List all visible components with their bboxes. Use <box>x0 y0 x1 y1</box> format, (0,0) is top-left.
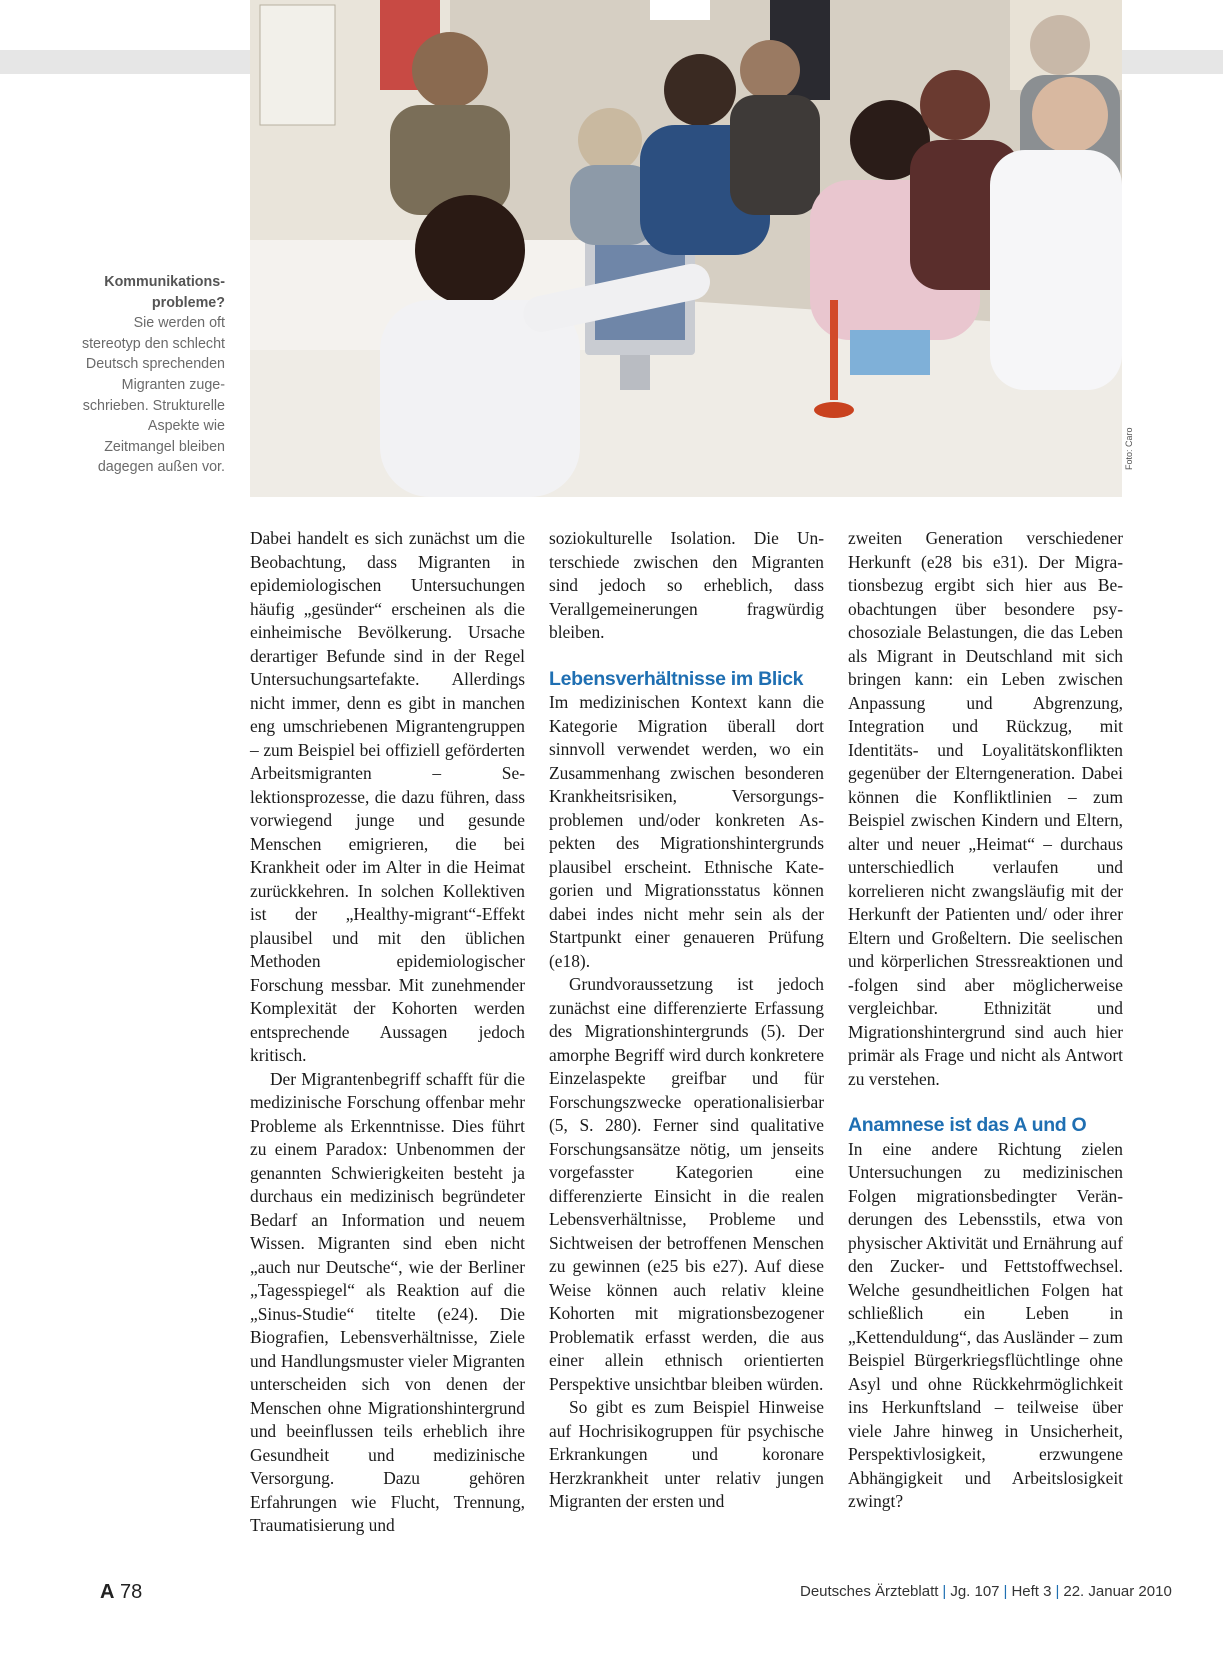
paragraph: Dabei handelt es sich zunächst um die Beobachtung, dass Migranten in epidemiologischen Untersuchungen häufig „gesünder“ erscheinen als die einheimische Bevölkerung. Ursache derartiger Befunde sind in der Regel Untersuchungsartefakte. Allerdings nicht immer, denn es gibt in manchen eng umschriebenen Migrantengruppen – zum Beispiel bei offiziell geförderten Arbeitsmigranten – Selektionsprozesse, die dazu führen, dass vorwiegend junge und gesunde Menschen emigrieren, die bei Krankheit oder im Alter in die Heimat zurückkehren. In solchen Kollektiven ist der „Healthy-migrant“-Effekt plausibel und mit den üblichen Methoden epidemiologischer Forschung messbar. Mit zunehmender Komplexität der Kohorten werden entsprechende Aussagen jedoch kritisch. <box>250 528 525 1065</box>
header-bar-right <box>1122 50 1223 74</box>
photo-caption <box>80 272 225 478</box>
article-photo <box>250 0 1122 497</box>
paragraph: soziokulturelle Isolation. Die Unterschiede zwischen den Migranten sind jedoch so erheblich, dass Verallgemeinerungen fragwürdig bleiben. <box>549 528 824 642</box>
paragraph: In eine andere Richtung zielen Untersuchungen zu medizinischen Folgen migrationsbedingter Veränderungen des Lebensstils, etwa von physischer Aktivität und Ernährung auf den Zucker- und Fettstoffwechsel. Welche gesundheitlichen Folgen hat schließlich ein Leben in „Kettenduldung“, das Ausländer – zum Beispiel Bürgerkriegsflüchtlinge ohne Asyl und ohne Rückkehrmöglichkeit ins Herkunftsland – teilweise über viele Jahre hinweg in Unsicherheit, Perspektivlosigkeit, erzwungene Abhängigkeit und Arbeitslosigkeit zwingt? <box>848 1138 1123 1511</box>
text-column-3 <box>848 527 1123 1514</box>
caption-heading: Kommunikationsprobleme? <box>104 274 225 311</box>
paragraph: So gibt es zum Beispiel Hinweise auf Hochrisikogruppen für psychische Erkrankungen und koronare Herzkrankheit unter relativ jungen Migranten der ersten und <box>549 1397 824 1511</box>
caption-body: Sie werden oft stereotyp den schlecht Deutsch sprechenden Migranten zugeschrieben. Strukturelle Aspekte wie Zeitmangel bleiben dagegen außen vor. <box>81 315 225 476</box>
page-letter: A <box>100 1581 115 1603</box>
text-column-2 <box>549 527 824 1514</box>
paragraph: Der Migrantenbegriff schafft für die medizinische Forschung offenbar mehr Probleme als Erkenntnisse. Dies führt zu einem Paradox: Unbenommen der genannten Schwierigkeiten besteht ja durchaus ein medizinisch begründeter Bedarf an Information und neuem Wissen. Migranten sind eben nicht „auch nur Deutsche“, wie der Berliner „Tagesspiegel“ als Reaktion auf die „Sinus-Studie“ titelte (e24). Die Biografien, Lebensverhältnisse, Ziele und Handlungsmuster vieler Migranten unterscheiden sich von denen der Menschen ohne Migrationshintergrund und beeinflussen teils erheblich ihre Gesundheit und medizinische Versorgung. Dazu gehören Erfahrungen wie Flucht, Trennung, Traumatisierung und <box>250 1068 525 1535</box>
journal-name: Deutsches Ärzteblatt <box>800 1583 939 1600</box>
photo-illustration <box>250 0 1122 497</box>
paragraph: zweiten Generation verschiedener Herkunft (e28 bis e31). Der Migrationsbezug ergibt sich hier aus Beobachtungen über besondere psychosoziale Belastungen, die das Leben als Migrant in Deutschland mit sich bringen kann: ein Leben zwischen Anpassung und Abgrenzung, Integration und Rückzug, mit Identitäts- und Loyalitätskonflikten gegenüber der Elterngeneration. Dabei können die Konfliktlinien – zum Beispiel zwischen Kindern und Eltern, alter und neuer „Heimat“ – durchaus unterschiedlich verlaufen und korrelieren nicht zwangsläufig mit der Herkunft der Patienten und/ oder ihrer Eltern und Großeltern. Die seelischen und körperlichen Stressreaktionen und -folgen sind aber möglicherweise vergleichbar. Ethnizität und Migrationshintergrund sind auch hier primär als Frage und nicht als Antwort zu verstehen. <box>848 528 1123 1089</box>
paragraph: Grundvoraussetzung ist jedoch zunächst eine differenzierte Erfassung des Migrationshintergrunds (5). Der amorphe Begriff wird durch konkretere Einzelaspekte greifbar und für Forschungszwecke operationalisierbar (5, S. 280). Ferner sind qualitative Forschungsansätze nötig, um jenseits vorgefasster Kategorien eine differenzierte Einsicht in die realen Lebensverhältnisse, Probleme und Sichtweisen der betroffenen Menschen zu gewinnen (e25 bis e27). Auf diese Weise können auch relativ kleine Kohorten mit migrationsbezogener Problematik erfasst werden, die aus einer allein ethnisch orientierten Perspektive unsichtbar bleiben würden. <box>549 974 824 1394</box>
journal-volume: Jg. 107 <box>950 1583 1000 1600</box>
journal-footer: Deutsches Ärzteblatt | Jg. 107 | Heft 3 | 22. Januar 2010 <box>800 1583 1172 1600</box>
page-number-value: 78 <box>120 1581 143 1603</box>
paragraph: Im medizinischen Kontext kann die Kategorie Migration überall dort sinnvoll verwendet werden, wo ein Zusammenhang zwischen besonderen Krankheitsrisiken, Versorgungsproblemen und/oder konkreten Aspekten des Migrationshintergrunds plausibel erscheint. Ethnische Kategorien und Migrationsstatus können dabei indes nicht mehr sein als der Startpunkt einer genaueren Prüfung (e18). <box>549 692 824 971</box>
journal-issue: Heft 3 <box>1011 1583 1052 1600</box>
section-heading: Anamnese ist das A und O <box>848 1114 1087 1136</box>
section-heading: Lebensverhältnisse im Blick <box>549 667 804 690</box>
journal-date: 22. Januar 2010 <box>1063 1583 1172 1600</box>
page-number <box>100 1581 142 1604</box>
text-column-1 <box>250 527 525 1538</box>
photo-credit: Foto: Caro <box>1124 427 1134 470</box>
header-bar-left <box>0 50 250 74</box>
